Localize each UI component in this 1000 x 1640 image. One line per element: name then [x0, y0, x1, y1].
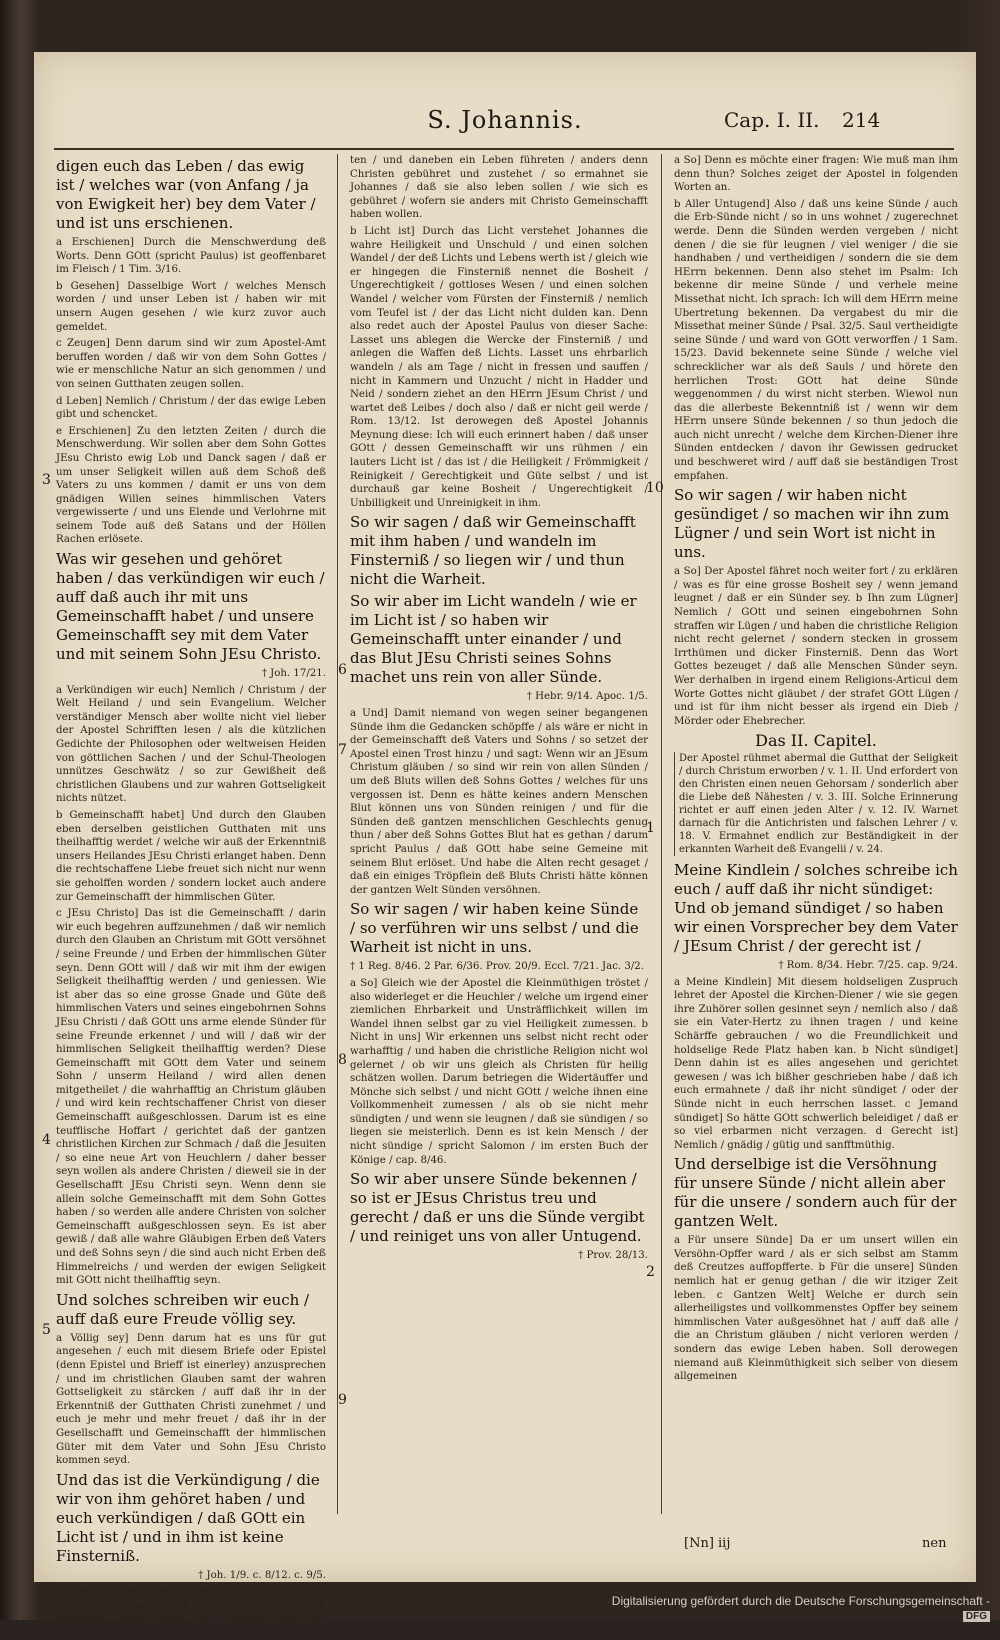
text-column-left — [56, 154, 326, 1639]
margin-number: 5 — [42, 1322, 51, 1338]
margin-number: 2 — [646, 1264, 655, 1280]
running-title: S. Johannis. — [427, 106, 583, 134]
text-column-right — [674, 154, 958, 1514]
gloss-a: a Erschienen] Durch die Menschwerdung deß Worts. Denn GOtt (spricht Paulus) ist geoffenbaret im Fleisch / 1 Tim. 3/16. — [56, 237, 326, 276]
chapter-2-verse-2: Und derselbige ist die Versöhnung für unsere Sünde / nicht allein aber für die unsere / sondern auch für der gantzen Welt. — [674, 1155, 957, 1231]
verse-9-reference: † Prov. 28/13. — [578, 1250, 648, 1262]
gloss-verfuehren: a So] Gleich wie der Apostel die Kleinmüthigen tröstet / also widerleget er die Heuchler / welche um irgend einer ziemlichen Ehrbarkeit und Unsträfflichkeit willen im Wandel ihnen selbst gar zu viel Heiligkeit zumessen. b Nicht in uns] Wir erkennen uns selbst nicht recht oder warhafftig / und haben die christliche Religion nicht wol gelernet / ob wir uns gleich als Christen für heilig schätzen wollen. Darum betriegen die Widertäuffer und Mönche sich selbst / und nicht GOtt / welche ihnen eine Vollkommenheit zumessen / als ob sie nicht mehr sündigten / und wenn sie leugnen / daß sie sündigen / so liegen sie meisterlich. Denn es ist kein Mensch / der nicht sündige / spricht Salomon / im ersten Buch der Könige / cap. 8/46. — [350, 977, 648, 1166]
chapter-summary: Der Apostel rühmet abermal die Gutthat der Seligkeit / durch Christum erworben / v. 1. II. Und erfordert von den Christen einen neuen Gehorsam / sonderlich aber die Liebe deß Nähesten / v. 3. III. Solche Erinnerung richtet er auff einen jeden Alter / v. 12. IV. Warnet darnach für die Antichristen und falschen Lehrer / v. 18. V. Ermahnet endlich zur Beständigkeit in der erkannten Warheit deß Evangelii / v. 24. — [674, 752, 958, 856]
margin-number: 4 — [42, 1132, 51, 1148]
gloss-i: a Völlig sey] Denn darum hat es uns für gut angesehen / euch mit diesem Briefe oder Epistel (denn Epistel und Brieff ist einerley) anzusprechen / und im christlichen Glauben samt der wahren Gottseligkeit zu stärcken / auff daß ihr in der Erkenntniß der Gutthaten Christi zunehmet / und euch je mehr und mehr freuet / daß ihr in der Gesellschafft und Gemeinschafft der himmlischen Güter mit dem Vater und Sohn JEsu Christo kommen seyd. — [56, 1332, 326, 1467]
gloss-continued: ten / und daneben ein Leben führeten / anders denn Christen gebühret und zustehet / so ermahnet sie Johannes / daß sie also leben sollen / wie sich es gebühret / wofern sie anders mit Christo Gemeinschafft haben wollen. — [350, 155, 648, 221]
margin-number: 8 — [338, 1052, 347, 1068]
verse-9: So wir aber unsere Sünde bekennen / so ist er JEsus Christus treu und gerecht / daß er uns die Sünde vergibt / und reiniget uns von aller Untugend. — [350, 1170, 645, 1246]
gloss-b: b Gesehen] Dasselbige Wort / welches Mensch worden / und unser Leben ist / haben wir mit unsern Augen gesehen / wie kurz zuvor auch gemeldet. — [56, 280, 326, 333]
gloss-untugend: b Aller Untugend] Also / daß uns keine Sünde / auch die Erb-Sünde nicht / so in uns wohnet / zugerechnet werde. Denn die Sünden werden vergeben / nicht denen / die sie für leugnen / viel weniger / die sie handhaben / und vertheidigen / sondern die sie dem HErrn bekennen. Denn also stehet im Psalm: Ich bekenne dir meine Sünde / und verhele meine Missethat nicht. Ich sprach: Ich will dem HErrn meine Ubertretung bekennen. Da vergabest du mir die Missethat meiner Sünde / Psal. 32/5. Saul vertheidigte seine Sünde / und ward von GOtt verworffen / 1 Sam. 15/23. David bekennete seine Sünde / welche viel schrecklicher war als deß Sauls / und hörete den herrlichen Trost: GOtt hat deine Sünde weggenommen / du wirst nicht sterben. Wiewol nun das die allerbeste Bekenntniß ist / wenn wir dem HErrn unsere Sünde bekennen / so thun jedoch die auch nicht unrecht / welche dem Kirchen-Diener ihre Sünden entdecken / davon ihr Gewissen gedrucket und beschweret wird / auff daß sie beständigen Trost empfahen. — [674, 198, 958, 482]
margin-number: 10 — [646, 480, 664, 496]
text-column-middle — [350, 154, 648, 1514]
verse-5-reference: † Joh. 1/9. c. 8/12. c. 9/5. — [198, 1569, 326, 1581]
margin-number: 6 — [338, 662, 347, 678]
verse-6: So wir sagen / daß wir Gemeinschafft mit ihm haben / und wandeln im Finsterniß / so liegen wir / und thun nicht die Warheit. — [350, 513, 636, 589]
gloss-e: e Erschienen] Zu den letzten Zeiten / durch die Menschwerdung. Wir sollen aber dem Sohn Gottes JEsu Christo ewig Lob und Danck sagen / daß er um unser Seligkeit willen auß dem Schoß deß Vaters zu uns kommen / damit er uns von dem gnädigen Willen seines himmlischen Vaters vergewisserte / und uns Elende und Verlohrne mit seinem Tode auß deß Satans und der Höllen Rachen erlösete. — [56, 425, 326, 546]
verse-2-continued: digen euch das Leben / das ewig ist / welches war (von Anfang / ja von Ewigkeit her) bey dem Vater / und ist uns erschienen. — [56, 157, 316, 232]
gloss-f: a Verkündigen wir euch] Nemlich / Christum / der Welt Heiland / und sein Evangelium. Welcher verständiger Mensch aber wollte nicht viel lieber der Apostel Schrifften lesen / als die kützlichen Gedichte der Philosophen oder weltweisen Heiden von göttlichen Sachen / und der Schul-Theologen unnützes Geschwätz / so zur Gewißheit deß christlichen Glaubens und zur wahren Gottseligkeit nichts nützet. — [56, 684, 326, 805]
column-divider-1 — [337, 154, 338, 1514]
verse-3-reference: † Joh. 17/21. — [261, 668, 326, 680]
verse-7-reference: † Hebr. 9/14. Apoc. 1/5. — [526, 691, 648, 703]
chapter-indicator: Cap. I. II. — [724, 108, 820, 132]
digitization-note: Digitalisierung gefördert durch die Deutsche Forschungsgemeinschaft - — [611, 1594, 990, 1608]
gloss-so: a So] Denn es möchte einer fragen: Wie muß man ihm denn thun? Solches zeiget der Apostel in folgenden Worten an. — [674, 155, 958, 194]
margin-number: 1 — [646, 820, 655, 836]
verse-7: So wir aber im Licht wandeln / wie er im Licht ist / so haben wir Gemeinschafft unter einander / und das Blut JEsu Christi seines Sohns machet uns rein von aller Sünde. — [350, 592, 637, 687]
gloss-luegner: a So] Der Apostel fähret noch weiter fort / zu erklären / was es für eine grosse Bosheit sey / wenn jemand leugnet / daß er ein Sünder sey. b Ihn zum Lügner] Nemlich / GOtt und seinen eingebohrnen Sohn straffen wir Lügen / und haben die christliche Religion nicht recht gelernet / sondern stecken in grossem Irrthümen und dicker Finsterniß. Denn das Wort Gottes bezeuget / daß alle Menschen Sünder seyn. Wer derhalben in irgend einem Religions-Articul dem Worte Gottes nicht gläubet / der strafet GOtt Lügen / und ist für ihm nicht besser als irgend ein Dieb / Mörder oder Ehebrecher. — [674, 566, 958, 727]
margin-number: 9 — [338, 1392, 347, 1408]
chapter-2-verse-1-reference: † Rom. 8/34. Hebr. 7/25. cap. 9/24. — [778, 959, 958, 971]
digitization-credit — [600, 1594, 990, 1622]
gloss-h: c JEsu Christo] Das ist die Gemeinschafft / darin wir euch begehren auffzunehmen / daß wir nemlich durch den Glauben an Christum mit GOtt versöhnet / seine Freunde / und Erben der himmlischen Güter seyn. Denn GOtt will / daß wir mit ihm der ewigen Seligkeit theilhafftig werden / und geniessen. Wie ist aber das so eine grosse Gnade und Güte deß himmlischen Vaters und seines eingebohrnen Sohns JEsu Christi / daß GOtt uns arme elende Sünder für seine Freunde erkennet / und will / daß wir der himmlischen Seligkeit theilhafftig werden? Diese Gemeinschafft mit GOtt dem Vater und seinem Sohn / unserm Heiland / wird allen denen mitgetheilet / die wahrhafftig an Christum gläuben / und wird kein rechtschaffener Christ von dieser Gemeinschafft außgeschlossen. Darum ist es eine teufflische Hoffart / gerichtet daß der gantzen christlichen Kirchen zur Schmach / daß die Jesuiten / so eine neue Art von Heuchlern / daher besser seyn wollen als andere Christen / dieweil sie in der Gesellschafft JEsu Christi seyn. Wenn denn sie allein solche Gemeinschafft mit dem Sohn Gottes haben / so werden alle andere Christen von solcher Gemeinschafft außgeschlossen seyn. Es ist aber gewiß / daß alle wahre Gläubigen Erben deß Vaters und deß Sohns seyn / die sind auch nicht Erben deß Himmelreichs / und werden der ewigen Seligkeit mit GOtt nicht theilhafftig seyn. — [56, 908, 326, 1287]
verse-3: Was wir gesehen und gehöret haben / das verkündigen wir euch / auff daß auch ihr mit uns Gemeinschafft habet / und unsere Gemeinschafft sey mit dem Vater und mit seinem Sohn JEsu Christo. — [56, 550, 325, 664]
dfg-logo: DFG — [963, 1611, 990, 1622]
gloss-licht: b Licht ist] Durch das Licht verstehet Johannes die wahre Heiligkeit und Unschuld / und einen solchen Wandel / der deß Lichts und Lebens werth ist / gleich wie er hingegen die Finsterniß nennet die Bosheit / Ungerechtigkeit / gottloses Wesen / und einen solchen Wandel / welcher vom Fürsten der Finsterniß / nemlich vom Teufel ist / der das Licht nicht dulden kan. Denn also redet auch der Apostel Paulus von dieser Sache: Lasset uns ablegen die Wercke der Finsterniß / und anlegen die Waffen deß Lichts. Lasset uns ehrbarlich wandeln / als am Tage / nicht in fressen und sauffen / nicht in Kammern und Unzucht / nicht in Hadder und Neid / sondern ziehet an den HErrn JEsum Christ / und wartet deß Leibes / doch also / daß er nicht geil werde / Rom. 13/12. Ist derowegen deß Apostel Johannis Meynung diese: Ich will euch erinnert haben / daß unser GOtt / dessen Gemeinschafft wir uns rühmen / ein lauters Licht ist / das ist / die Heiligkeit / Frömmigkeit / Reinigkeit / Gerechtigkeit und Güte selbst / und ist durchauß gar keine Bosheit / Ungerechtigkeit / Unbilligkeit und Unreinigkeit in ihm. — [350, 225, 648, 509]
signature-mark: [Nn] iij — [684, 1536, 731, 1551]
verse-8: So wir sagen / wir haben keine Sünde / so verführen wir uns selbst / und die Warheit ist nicht in uns. — [350, 900, 639, 957]
header-rule — [54, 148, 954, 150]
margin-number: 3 — [42, 472, 51, 488]
verse-4: Und solches schreiben wir euch / auff daß eure Freude völlig sey. — [56, 1290, 310, 1328]
verse-10: So wir sagen / wir haben nicht gesündiget / so machen wir ihn zum Lügner / und sein Wort ist nicht in uns. — [674, 486, 950, 562]
gloss-j: a Verkündigung] Oder Lehre / die wir von Christo empfangen haben / und auß seinem Befehl euch vorhalten. Denn damit die Christen sich der Gemeinschafft Gottes nicht nur rühmen — [56, 1586, 326, 1639]
verse-5: Und das ist die Verkündigung / die wir von ihm gehöret haben / und euch verkündigen / daß GOtt ein Licht ist / und in ihm ist keine Finsterniß. — [56, 1470, 320, 1565]
verse-8-reference: † 1 Reg. 8/46. 2 Par. 6/36. Prov. 20/9. Eccl. 7/21. Jac. 3/2. — [350, 961, 645, 973]
gloss-kindlein: a Meine Kindlein] Mit diesem holdseligen Zuspruch lehret der Apostel die Kirchen-Diener / wie sie gegen ihre Zuhörer sollen gesinnet seyn / nemlich also / daß sie ein Vater-Hertz zu ihnen tragen / und keine Schärffe gebrauchen / wo die Freundlichkeit und holdselige Rede Platz haben kan. b Nicht sündiget] Denn dahin ist es alles angesehen und gerichtet gewesen / was ich bißher geschrieben habe / daß ich euch ermahnete / daß ihr nicht sündiget / oder der Sünde nicht in euch herrschen lasset. c Jemand sündiget] So hätte GOtt schwerlich beleidiget / daß er so viel erbarmen nicht verzagen. d Gerecht ist] Nemlich / gnädig / gütig und sanfftmüthig. — [674, 976, 958, 1151]
running-header — [34, 52, 976, 134]
gloss-blut: a Und] Damit niemand von wegen seiner begangenen Sünde ihm die Gedancken schöpffe / als wäre er nicht in der Gemeinschafft deß Vaters und Sohns / so setzet der Apostel einen Trost hinzu / und sagt: Wenn wir an JEsum Christum gläuben / so sind wir rein von allen Sünden / um deß Bluts willen deß Sohns Gottes / welches für uns vergossen ist. Denn es hätte keines andern Menschen Blut können uns von Sünden reinigen / und für die Sünden deß gantzen menschlichen Geschlechts genug thun / aber deß Sohns Gottes Blut hat es gethan / darum spricht Paulus / daß GOtt habe seine Gemeine mit seinem Blut erlöset. Und habe die Alten recht gesaget / daß ein einiges Tröpflein deß Bluts Christi hätte können der gantzen Welt Sünden versöhnen. — [350, 708, 648, 896]
margin-number: 7 — [338, 742, 347, 758]
chapter-2-verse-1: Meine Kindlein / solches schreibe ich euch / auff daß ihr nicht sündiget: Und ob jemand sündiget / so haben wir einen Vorsprecher bey dem Vater / JEsum Christ / der gerecht ist / — [674, 860, 958, 955]
column-divider-2 — [661, 154, 662, 1514]
gloss-versoehnung: a Für unsere Sünde] Da er um unsert willen ein Versöhn-Opffer ward / als er sich selbst am Stamm deß Creutzes auffopfferte. b Für die unsere] Sünden nemlich hat er genug gethan / die wir itziger Zeit leben. c Gantzen Welt] Welche er durch sein allerheiligstes und vollkommenstes Opffer bey seinem himmlischen Vater außgesöhnet hat / auff daß alle / die an Christum gläuben / nicht verloren werden / sondern das ewige Leben haben. Soll derowegen niemand auß Kleinmüthigkeit sich selber von diesem allgemeinen — [674, 1235, 958, 1383]
gloss-c: c Zeugen] Denn darum sind wir zum Apostel-Amt beruffen worden / daß wir von dem Sohn Gottes / wie er menschliche Natur an sich genommen / und von seinen Gutthaten zeugen sollen. — [56, 338, 326, 390]
folio-number: 214 — [842, 108, 881, 132]
gloss-g: b Gemeinschafft habet] Und durch den Glauben eben derselben geistlichen Gutthaten mit uns theilhafftig werdet / welche wir auß der Erkenntniß unsers Heilandes JEsu Christi erlanget haben. Denn die rechtschaffene Liebe freuet sich nicht nur wenn sie geholffen worden / sondern locket auch andere zur Gemeinschafft der himmlischen Güter. — [56, 810, 326, 903]
catchword: nen — [922, 1536, 947, 1551]
gloss-d: d Leben] Nemlich / Christum / der das ewige Leben gibt und schencket. — [56, 395, 326, 421]
chapter-heading: Das II. Capitel. — [755, 731, 877, 751]
